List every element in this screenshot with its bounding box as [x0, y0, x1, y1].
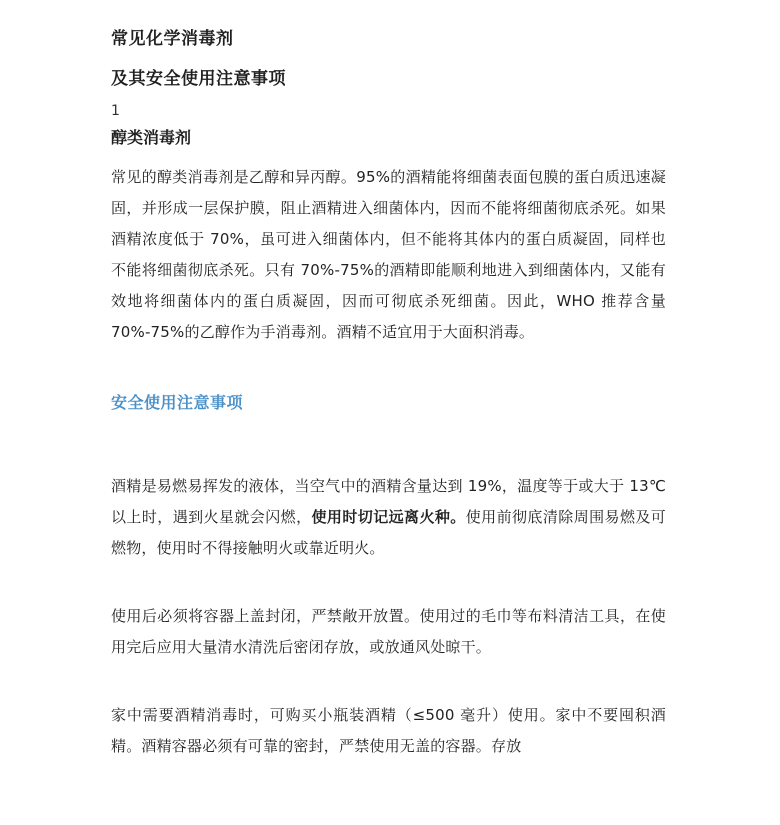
safety-heading: 安全使用注意事项	[111, 393, 244, 413]
document-title-line-2: 及其安全使用注意事项	[111, 69, 286, 89]
flammability-text-2: 使用前彻底清除周围易燃及可燃物，使用时不得接触明火或靠近明火。	[111, 508, 666, 558]
container-sealing-paragraph: 使用后必须将容器上盖封闭，严禁敞开放置。使用过的毛巾等布料清洁工具，在使用完后应用大量清水清洗后密闭存放，或放通风处晾干。	[111, 607, 666, 657]
flammability-text-1: 酒精是易燃易挥发的液体，当空气中的酒精含量达到 19%，温度等于或大于 13℃以上时，遇到火星就会闪燃，	[111, 477, 666, 527]
section-title: 醇类消毒剂	[111, 128, 192, 147]
alcohol-description-paragraph: 常见的醇类消毒剂是乙醇和异丙醇。95%的酒精能将细菌表面包膜的蛋白质迅速凝固，并形成一层保护膜，阻止酒精进入细菌体内，因而不能将细菌彻底杀死。如果酒精浓度低于 70%，虽可进入细菌体内，但不能将其体内的蛋白质凝固，同样也不能将细菌彻底杀死。只有 70%-75%的酒精即能顺利地进入到细菌体内，又能有效地将细菌体内的蛋白质凝固，因而可彻底杀死细菌。因此，WHO 推荐含量 70%-75%的乙醇作为手消毒剂。酒精不适宜用于大面积消毒。	[111, 168, 666, 342]
flammability-paragraph	[111, 471, 666, 564]
document-page	[111, 22, 666, 762]
section-number: 1	[111, 103, 120, 119]
home-storage-paragraph: 家中需要酒精消毒时，可购买小瓶装酒精（≤500 毫升）使用。家中不要囤积酒精。酒精容器必须有可靠的密封，严禁使用无盖的容器。存放	[111, 706, 666, 756]
fire-warning-text: 使用时切记远离火种。	[311, 508, 466, 527]
document-title-line-1: 常见化学消毒剂	[111, 29, 234, 49]
